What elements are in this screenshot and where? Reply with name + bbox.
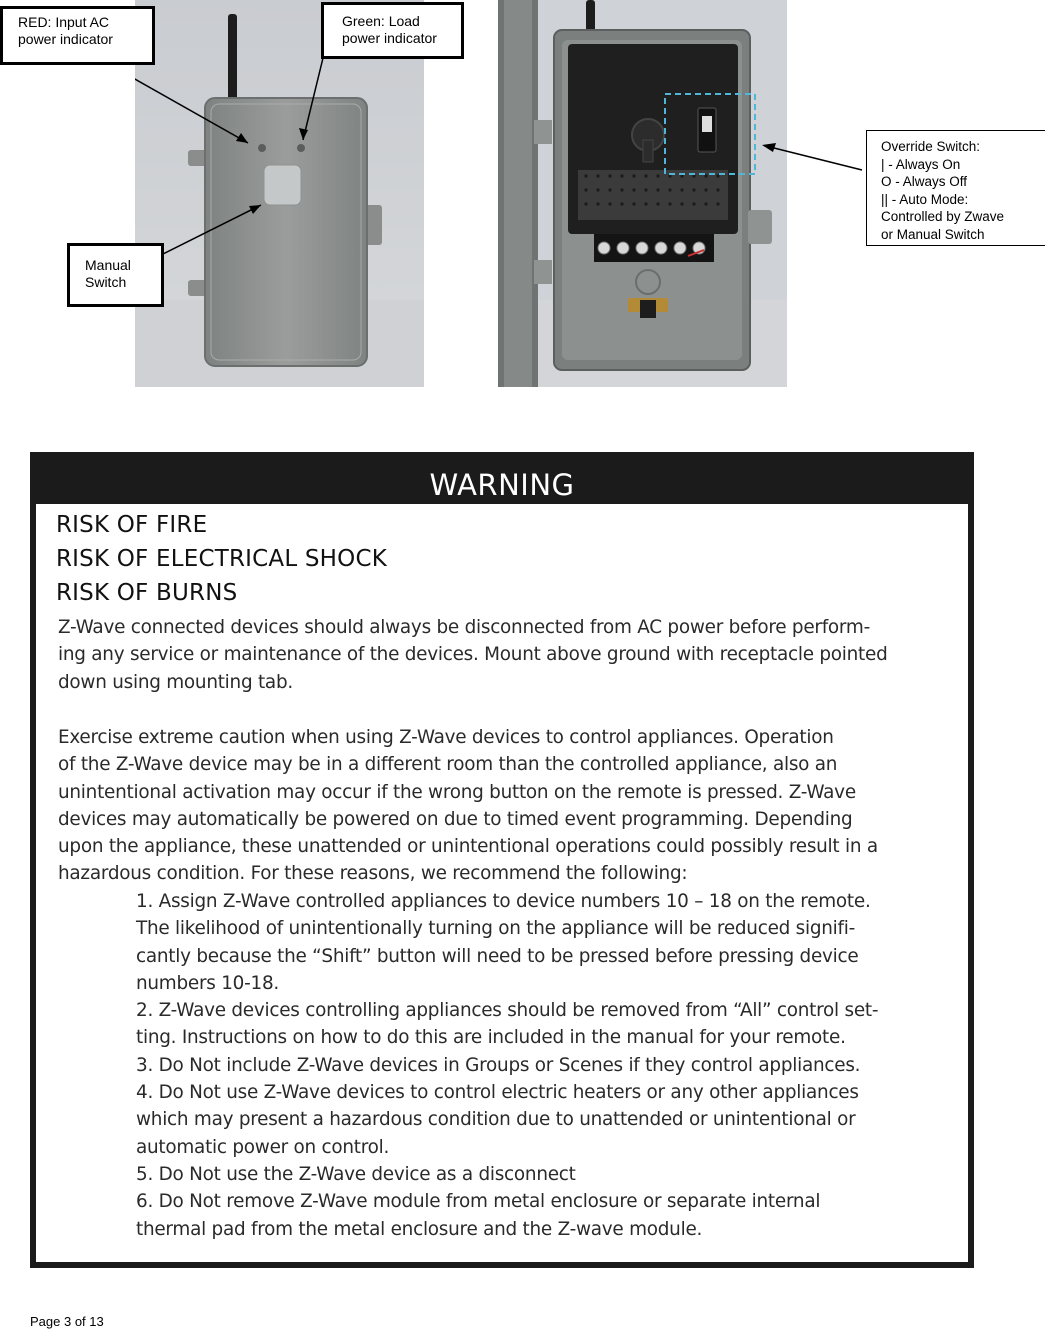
override-arrow <box>758 134 878 174</box>
callout-manual-switch: Manual Switch <box>67 243 164 307</box>
warning-paragraph-1: Z-Wave connected devices should always be disconnected from AC power before perform- ing any service or maintenance of the devices. Mount above ground with receptacle pointed down using mounting tab. <box>58 617 888 693</box>
callout-override-switch: Override Switch: | - Always On O - Always Off || - Auto Mode: Controlled by Zwave or Manual Switch <box>866 130 1045 246</box>
open-enclosure-image <box>498 0 787 387</box>
photo-open-enclosure <box>498 0 787 387</box>
list-item: 4. Do Not use Z-Wave devices to control electric heaters or any other appliances which may present a hazardous condition due to unattended or unintentional or automatic power on control. <box>136 1082 859 1158</box>
callout-red-indicator: RED: Input AC power indicator <box>0 6 155 65</box>
list-item: 5. Do Not use the Z-Wave device as a disconnect <box>136 1163 576 1185</box>
risk-electrical-shock: RISK OF ELECTRICAL SHOCK <box>56 546 388 572</box>
list-item: 1. Assign Z-Wave controlled appliances to device numbers 10 – 18 on the remote. The likelihood of unintentionally turning on the appliance will be reduced signifi- cantly because the “Shift” button will need to be pressed before pressing device numbers 10-18. <box>136 891 871 994</box>
warning-paragraph-2: Exercise extreme caution when using Z-Wave devices to control appliances. Operation of the Z-Wave device may be in a different room than the controlled appliance, also an unintentional activation may occur if the wrong button on the remote is pressed. Z-Wave devices may automatically be powered on due to timed event programming. Depending upon the appliance, these unattended or unintentional operations could possibly result in a hazardous condition. For these reasons, we recommend the following: <box>58 727 878 885</box>
risk-burns: RISK OF BURNS <box>56 580 238 606</box>
risk-fire: RISK OF FIRE <box>56 512 208 538</box>
list-item: 3. Do Not include Z-Wave devices in Groups or Scenes if they control appliances. <box>136 1054 861 1076</box>
warning-title: WARNING <box>429 468 575 502</box>
recommendation-list <box>136 888 956 1243</box>
page-number: Page 3 of 13 <box>30 1314 104 1329</box>
list-item: 6. Do Not remove Z-Wave module from metal enclosure or separate internal thermal pad from the metal enclosure and the Z-wave module. <box>136 1191 821 1240</box>
list-item: 2. Z-Wave devices controlling appliances should be removed from “All” control set- ting. Instructions on how to do this are included in the manual for your remote. <box>136 1000 879 1049</box>
callout-green-indicator: Green: Load power indicator <box>321 2 464 59</box>
